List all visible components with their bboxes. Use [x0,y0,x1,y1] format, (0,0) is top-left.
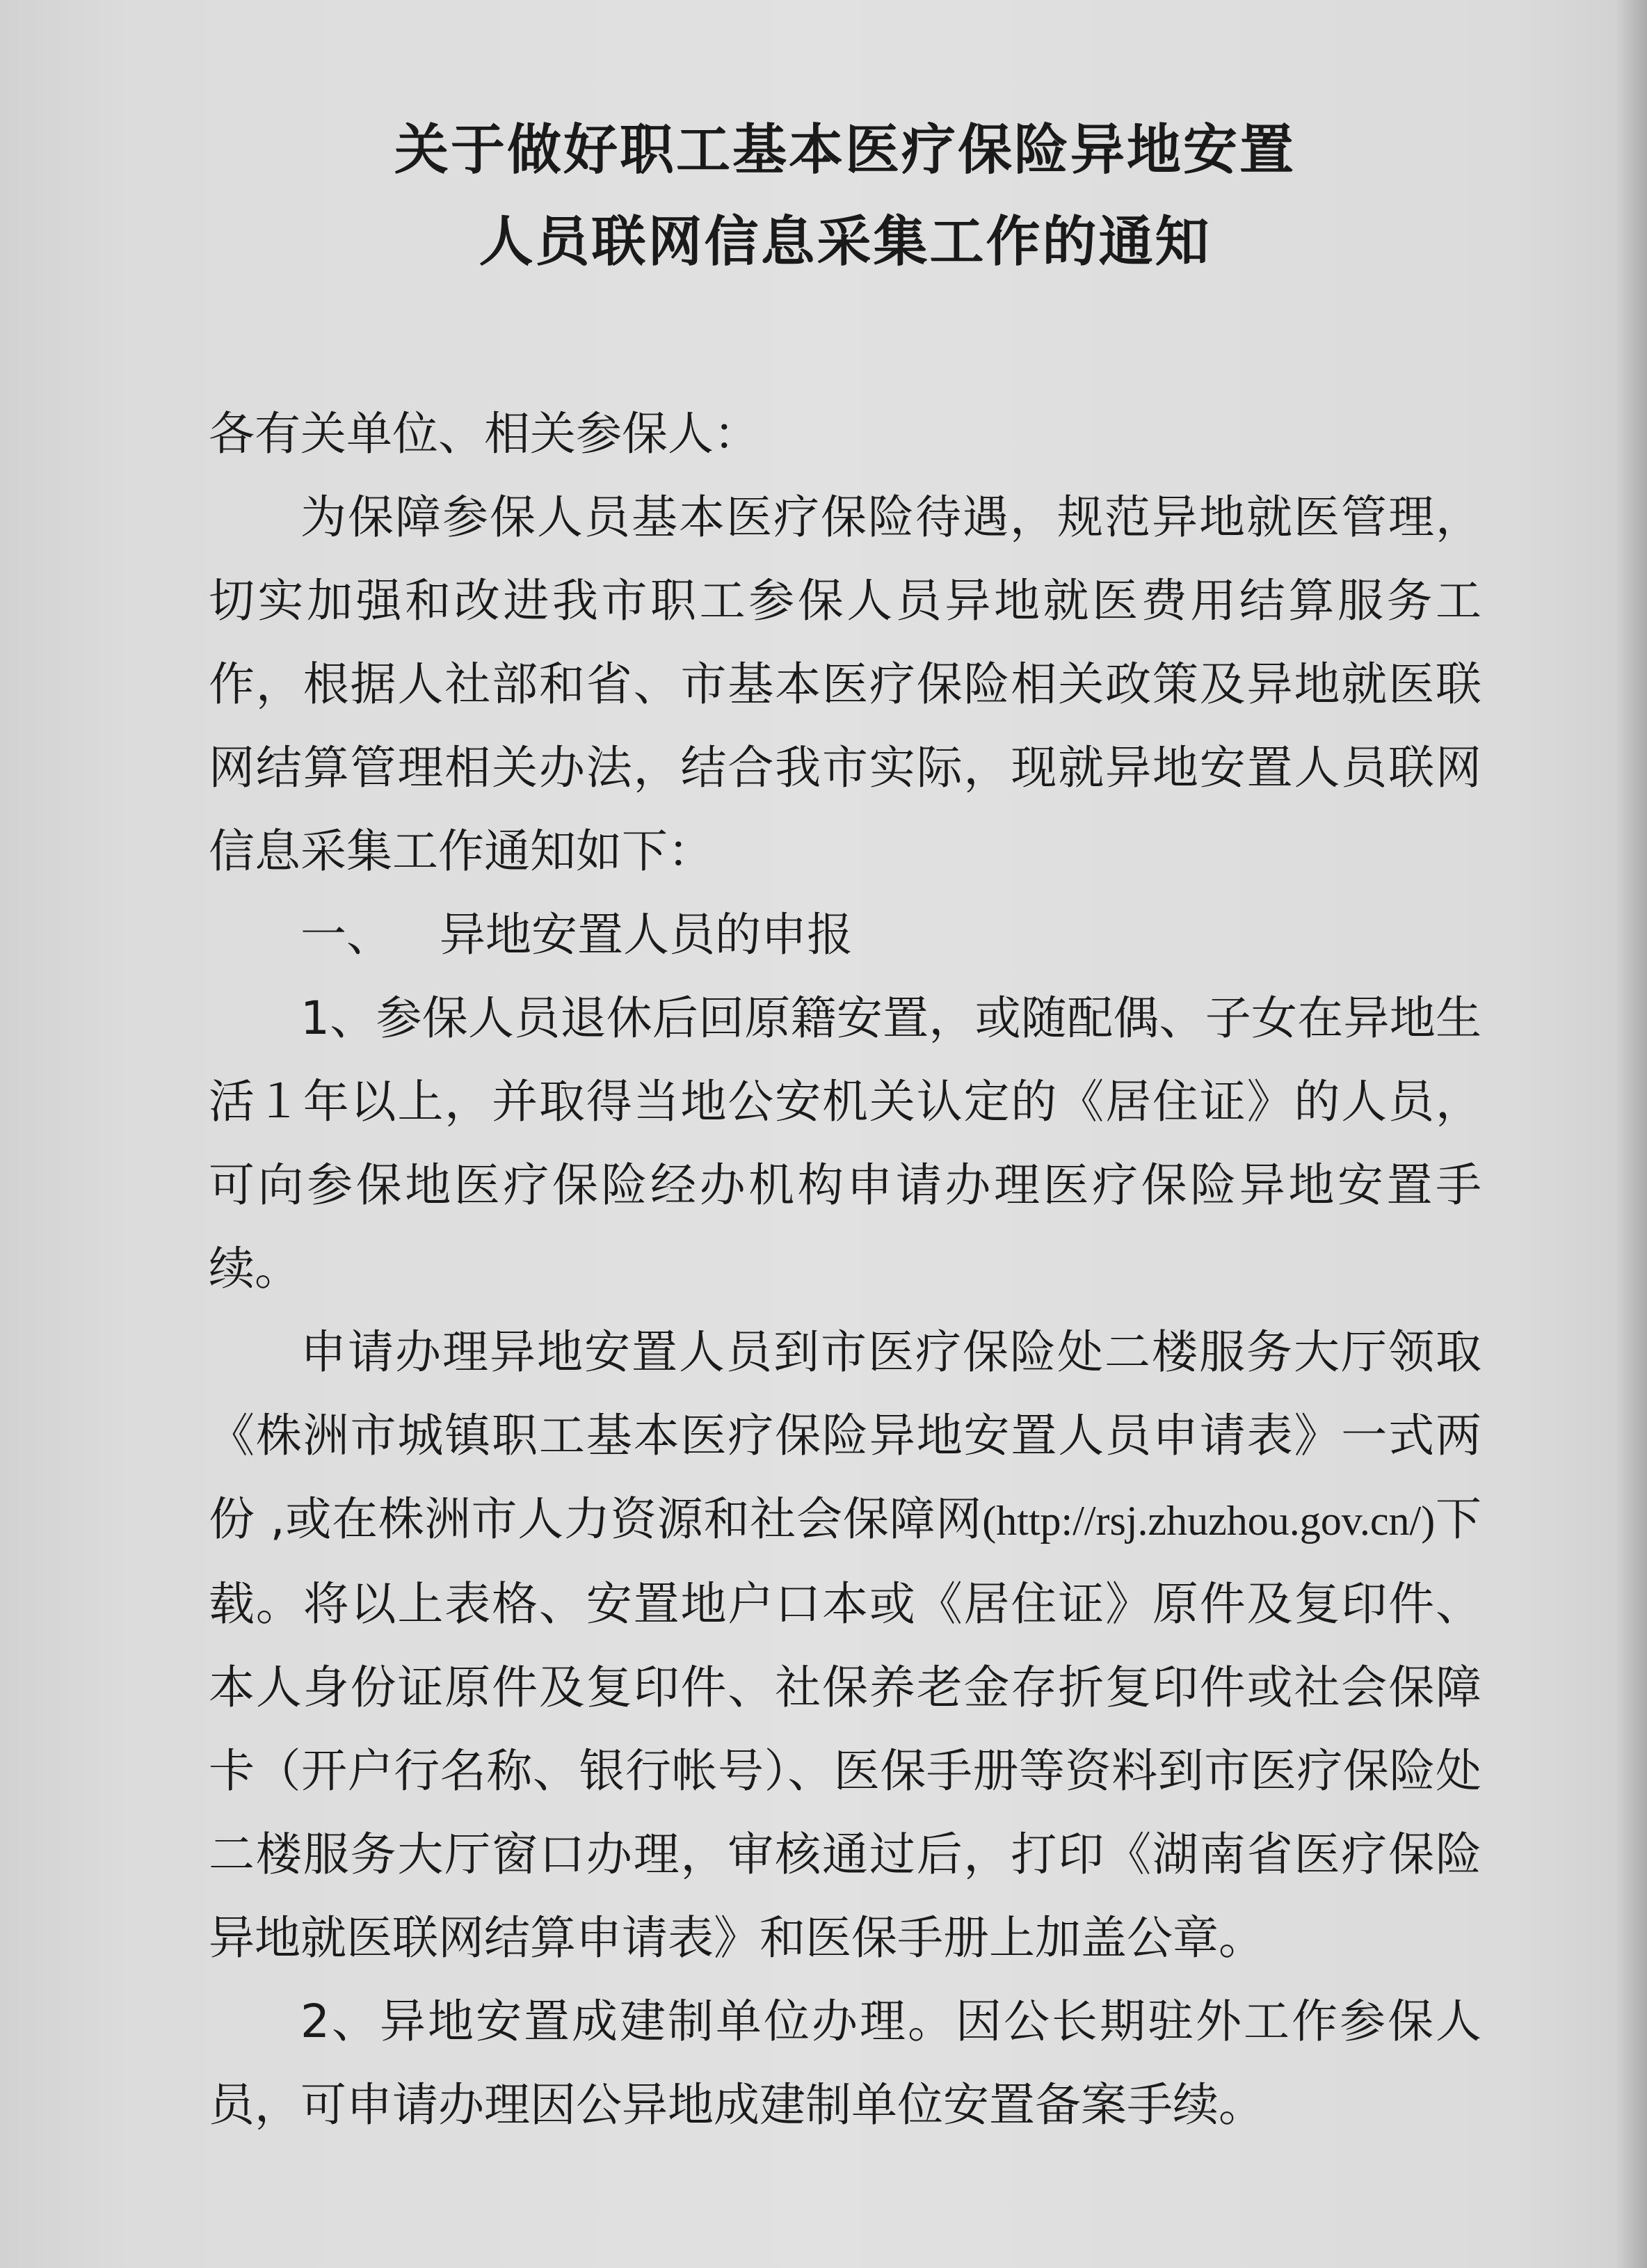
website-url: (http://rsj.zhuzhou.gov.cn/) [982,1498,1436,1544]
application-text-part-1: 申请办理异地安置人员到市医疗保险处二楼服务大厅领取《株洲市城镇职工基本医疗保险异地安置人员申请表》一式两份 ,或在株洲市人力资源和社会保障网 [209,1325,1481,1546]
salutation: 各有关单位、相关参保人： [209,407,760,461]
section-1-number: 一、 [300,908,392,961]
application-text-part-2: 下载。将以上表格、安置地户口本或《居住证》原件及复印件、本人身份证原件及复印件、社保养老金存折复印件或社会保障卡（开户行名称、银行帐号）、医保手册等资料到市医疗保险处二楼服务大厅窗口办理，审核通过后，打印《湖南省医疗保险异地就医联网结算申请表》和医保手册上加盖公章。 [209,1492,1481,1965]
title-line-2: 人员联网信息采集工作的通知 [479,211,1212,273]
page-edge-shadow [1615,0,1647,2268]
item-1-paragraph: 1、参保人员退休后回原籍安置，或随配偶、子女在异地生活１年以上，并取得当地公安机关认定的《居住证》的人员，可向参保地医疗保险经办机构申请办理医疗保险异地安置手续。 [209,991,1481,1295]
section-1-title: 异地安置人员的申报 [440,908,853,961]
intro-paragraph: 为保障参保人员基本医疗保险待遇，规范异地就医管理，切实加强和改进我市职工参保人员异地就医费用结算服务工作，根据人社部和省、市基本医疗保险相关政策及异地就医联网结算管理相关办法，结合我市实际，现就异地安置人员联网信息采集工作通知如下： [209,490,1481,878]
document-body [209,104,1481,2147]
section-1-heading [209,893,1481,977]
item-2-paragraph: 2、异地安置成建制单位办理。因公长期驻外工作参保人员，可申请办理因公异地成建制单位安置备案手续。 [209,1995,1481,2132]
application-paragraph [209,1311,1481,1980]
title-line-1: 关于做好职工基本医疗保险异地安置 [394,119,1296,182]
document-title [209,104,1481,288]
